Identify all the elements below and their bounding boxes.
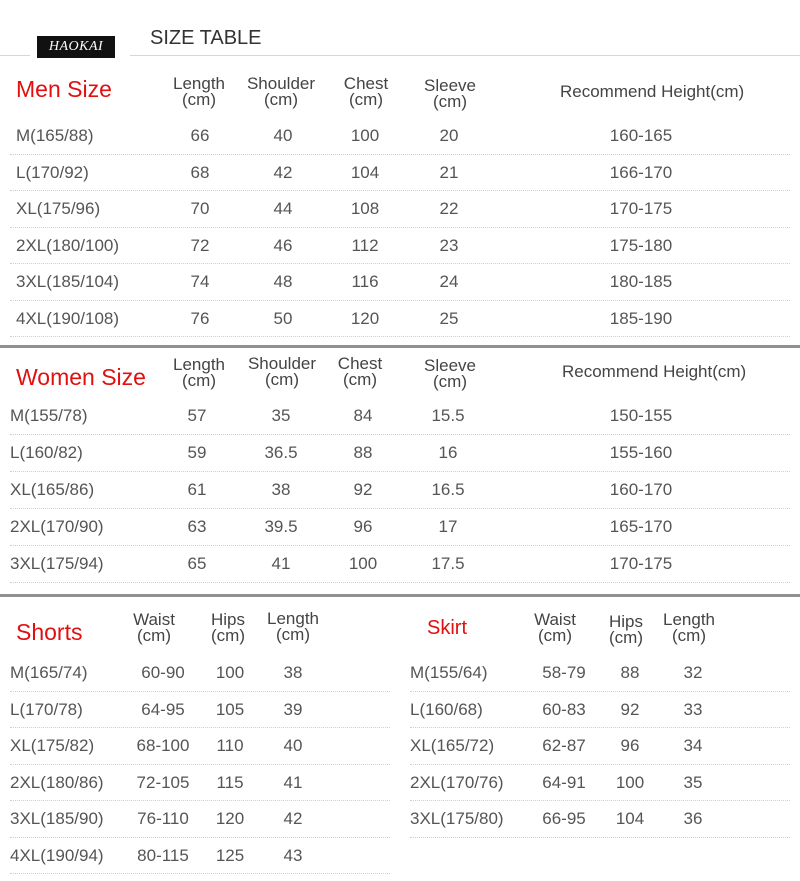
- women-table-row: [0, 546, 800, 583]
- women-header-height-label: Recommend Height(cm): [562, 362, 747, 381]
- men-header-sleeve-label: Sleeve: [424, 76, 476, 95]
- men-table-row-cell: 160-165: [609, 126, 673, 145]
- men-table-row: [0, 155, 800, 192]
- skirt-table-row-cell: 34: [683, 736, 703, 755]
- skirt-table-row-cell: 58-79: [542, 663, 586, 682]
- men-table-row-cell: 175-180: [609, 235, 673, 255]
- men-table-row-cell: 66: [190, 126, 210, 145]
- skirt-header-waist-label: Waist: [534, 610, 576, 629]
- header-line-right: [130, 55, 800, 56]
- men-table-row-cell: 120: [350, 308, 380, 328]
- men-header-sleeve-unit: (cm): [433, 92, 467, 111]
- men-table-row-cell: 21: [439, 162, 459, 182]
- women-table-row-cell: 3XL(175/94): [10, 554, 104, 573]
- shorts-table-row-cell: 120: [215, 809, 245, 828]
- shorts-header-hips-unit: (cm): [211, 626, 245, 645]
- shorts-table-row-cell: 100: [215, 663, 245, 682]
- men-table-row-cell: 2XL(180/100): [16, 235, 120, 255]
- shorts-table-row-cell: 40: [283, 736, 303, 755]
- shorts-table-row-cell: M(165/74): [10, 663, 88, 682]
- men-table-row-cell: 23: [439, 235, 459, 255]
- women-table-row-cell: 92: [353, 480, 373, 499]
- shorts-header-waist-unit: (cm): [137, 626, 171, 645]
- men-table-row-cell: M(165/88): [16, 126, 94, 145]
- skirt-table-row-cell: 35: [683, 772, 703, 792]
- row-separator: [10, 582, 790, 583]
- women-table-row-cell: 100: [348, 554, 378, 573]
- shorts-table-row: [0, 765, 400, 802]
- skirt-table-row: [400, 728, 800, 765]
- skirt-table-row-cell: 36: [683, 809, 703, 828]
- women-table-row-cell: 17.5: [431, 554, 465, 573]
- men-table-row-cell: 70: [190, 199, 210, 218]
- women-table-row: [0, 398, 800, 435]
- women-table-row-cell: 36.5: [264, 443, 298, 462]
- shorts-table-row-cell: 80-115: [137, 845, 189, 865]
- women-table-row-cell: 41: [271, 554, 291, 573]
- skirt-table-row-cell: 64-91: [542, 772, 586, 792]
- skirt-table-row: [400, 655, 800, 692]
- shorts-table-row-cell: 42: [283, 809, 303, 828]
- skirt-table-row-cell: 62-87: [542, 736, 586, 755]
- row-separator: [10, 873, 390, 874]
- shorts-header-hips: [211, 612, 245, 644]
- skirt-table-row-cell: 88: [620, 663, 640, 682]
- row-separator: [410, 837, 790, 838]
- men-table-row-cell: 25: [439, 308, 459, 328]
- men-table-row-cell: 50: [273, 308, 293, 328]
- shorts-table-row-cell: L(170/78): [10, 699, 83, 719]
- shorts-table-row: [0, 728, 400, 765]
- skirt-table-row-cell: L(160/68): [410, 699, 483, 719]
- women-table-row-cell: 160-170: [609, 480, 673, 499]
- shorts-table-row-cell: 105: [215, 699, 245, 719]
- men-table-row: [0, 191, 800, 228]
- men-table-row-cell: 4XL(190/108): [16, 308, 120, 328]
- women-table-row-cell: 16.5: [431, 480, 465, 499]
- women-table-row-cell: M(155/78): [10, 406, 88, 425]
- shorts-header-waist-label: Waist: [133, 610, 175, 629]
- men-table-row-cell: 42: [273, 162, 293, 182]
- skirt-table-row-cell: 2XL(170/76): [410, 772, 504, 792]
- skirt-table-row: [400, 692, 800, 729]
- shorts-table-row-cell: 64-95: [141, 699, 185, 719]
- skirt-header-waist-unit: (cm): [538, 626, 572, 645]
- skirt-table-row-cell: 32: [683, 663, 703, 682]
- men-table-row-cell: 104: [350, 162, 380, 182]
- women-table-row-cell: 155-160: [609, 443, 673, 462]
- shorts-table-row: [0, 692, 400, 729]
- women-table-row-cell: 35: [271, 406, 291, 425]
- women-header-length: [173, 357, 225, 389]
- skirt-table-row-cell: 104: [615, 809, 645, 828]
- men-table-row-cell: 76: [190, 308, 210, 328]
- men-header-sleeve: [424, 78, 476, 110]
- women-header-chest: [338, 356, 382, 388]
- shorts-table-row-cell: 72-105: [136, 772, 190, 792]
- shorts-table-row-cell: 41: [283, 772, 303, 792]
- shorts-table-row-cell: 110: [216, 736, 244, 755]
- shorts-table-row-cell: XL(175/82): [10, 736, 95, 755]
- shorts-table-row-cell: 39: [283, 699, 303, 719]
- men-header-chest-unit: (cm): [349, 90, 383, 109]
- women-header-height: [562, 364, 746, 380]
- women-table-row-cell: 150-155: [609, 406, 673, 425]
- shorts-header-hips-label: Hips: [210, 610, 246, 629]
- men-table-row-cell: 112: [351, 235, 379, 255]
- skirt-table-row-cell: 92: [620, 699, 640, 719]
- women-table-row-cell: 165-170: [609, 517, 673, 536]
- shorts-table-row-cell: 3XL(185/90): [10, 809, 104, 828]
- men-table-row: [0, 301, 800, 338]
- shorts-title: Shorts: [16, 619, 83, 645]
- shorts-header-length: [267, 611, 319, 643]
- women-header-length-label: Length: [173, 355, 225, 374]
- men-table-row-cell: 24: [439, 272, 459, 291]
- men-header-shoulder: [247, 76, 315, 108]
- skirt-table-row-cell: M(155/64): [410, 663, 488, 682]
- row-separator: [10, 336, 790, 337]
- men-table-row-cell: 170-175: [609, 199, 673, 218]
- shorts-header-waist: [133, 612, 175, 644]
- skirt-table-row-cell: 33: [683, 699, 703, 719]
- men-table-row-cell: 44: [273, 199, 293, 218]
- women-header-length-unit: (cm): [182, 371, 216, 390]
- skirt-header-length: [663, 612, 715, 644]
- skirt-table-row: [400, 801, 800, 838]
- men-header-chest: [344, 76, 388, 108]
- skirt-table-row-cell: 66-95: [542, 809, 586, 828]
- skirt-title: Skirt: [427, 617, 467, 639]
- women-table-row-cell: 16: [438, 443, 458, 462]
- men-table-row: [0, 228, 800, 265]
- brand-logo: HAOKAI: [37, 36, 115, 58]
- section-divider-1: [0, 345, 800, 348]
- shorts-table-row: [0, 838, 400, 875]
- women-table-row-cell: 84: [353, 406, 373, 425]
- women-table-row-cell: XL(165/86): [10, 480, 95, 499]
- women-table-row-cell: 88: [353, 443, 373, 462]
- men-table-row-cell: 116: [351, 272, 379, 291]
- men-table-row-cell: L(170/92): [16, 162, 89, 182]
- men-header-length: [173, 76, 225, 108]
- men-table-row-cell: 166-170: [609, 162, 673, 182]
- men-table-row-cell: 185-190: [609, 308, 673, 328]
- shorts-table-row-cell: 2XL(180/86): [10, 772, 104, 792]
- women-table-row-cell: 38: [271, 480, 291, 499]
- women-table-row-cell: 39.5: [264, 517, 298, 536]
- shorts-header-length-label: Length: [267, 609, 319, 628]
- skirt-table-row-cell: 3XL(175/80): [410, 809, 504, 828]
- shorts-table-row-cell: 68-100: [136, 736, 190, 755]
- men-table-row-cell: 48: [273, 272, 293, 291]
- women-table-row-cell: 57: [187, 406, 207, 425]
- women-size-title: Women Size: [16, 364, 146, 390]
- women-table-row-cell: 65: [187, 554, 207, 573]
- men-table-row-cell: 3XL(185/104): [16, 272, 120, 291]
- women-header-shoulder-unit: (cm): [265, 370, 299, 389]
- shorts-table-row-cell: 125: [215, 845, 245, 865]
- skirt-header-hips: [609, 614, 643, 646]
- women-table-row: [0, 509, 800, 546]
- women-table-row: [0, 435, 800, 472]
- header-line-left: [0, 55, 30, 56]
- skirt-table-row-cell: XL(165/72): [410, 736, 495, 755]
- women-table-row: [0, 472, 800, 509]
- women-header-chest-unit: (cm): [343, 370, 377, 389]
- women-table-row-cell: L(160/82): [10, 443, 83, 462]
- men-header-shoulder-unit: (cm): [264, 90, 298, 109]
- section-divider-2: [0, 594, 800, 597]
- men-table-row-cell: 40: [273, 126, 293, 145]
- shorts-table-row-cell: 76-110: [137, 809, 189, 828]
- skirt-header-hips-unit: (cm): [609, 628, 643, 647]
- women-header-shoulder: [248, 356, 316, 388]
- skirt-header-length-label: Length: [663, 610, 715, 629]
- men-table-row: [0, 264, 800, 301]
- skirt-table-row-cell: 100: [615, 772, 645, 792]
- shorts-table-row-cell: 43: [283, 845, 303, 865]
- women-header-chest-label: Chest: [337, 354, 383, 373]
- women-table-row-cell: 63: [187, 517, 207, 536]
- shorts-header-length-unit: (cm): [276, 625, 310, 644]
- men-header-shoulder-label: Shoulder: [246, 74, 316, 93]
- women-table-row-cell: 61: [187, 480, 207, 499]
- men-header-height-label: Recommend Height(cm): [560, 82, 745, 101]
- men-table-row-cell: 180-185: [609, 272, 673, 291]
- shorts-table-row-cell: 4XL(190/94): [10, 845, 104, 865]
- women-header-sleeve-unit: (cm): [433, 372, 467, 391]
- men-table-row-cell: 74: [190, 272, 210, 291]
- skirt-table-row: [400, 765, 800, 802]
- men-table-row-cell: 108: [350, 199, 380, 218]
- shorts-table-row: [0, 801, 400, 838]
- women-header-sleeve-label: Sleeve: [424, 356, 476, 375]
- men-header-length-unit: (cm): [182, 90, 216, 109]
- skirt-table-row-cell: 96: [620, 736, 640, 755]
- women-table-row-cell: 17: [438, 517, 458, 536]
- women-table-row-cell: 96: [353, 517, 373, 536]
- women-table-row-cell: 15.5: [431, 406, 465, 425]
- women-header-shoulder-label: Shoulder: [247, 354, 317, 373]
- women-table-row-cell: 170-175: [609, 554, 673, 573]
- men-table-row: [0, 118, 800, 155]
- women-table-row-cell: 59: [187, 443, 207, 462]
- men-table-row-cell: 20: [439, 126, 459, 145]
- page-title: SIZE TABLE: [150, 27, 262, 49]
- skirt-table-row-cell: 60-83: [542, 699, 586, 719]
- men-table-row-cell: XL(175/96): [16, 199, 101, 218]
- men-table-row-cell: 72: [190, 235, 210, 255]
- men-header-height: [560, 84, 744, 100]
- shorts-table-row: [0, 655, 400, 692]
- men-table-row-cell: 46: [273, 235, 293, 255]
- men-table-row-cell: 22: [439, 199, 459, 218]
- men-table-row-cell: 100: [350, 126, 380, 145]
- skirt-header-length-unit: (cm): [672, 626, 706, 645]
- skirt-header-waist: [534, 612, 576, 644]
- men-table-row-cell: 68: [190, 162, 210, 182]
- men-header-chest-label: Chest: [343, 74, 389, 93]
- skirt-header-hips-label: Hips: [608, 612, 644, 631]
- shorts-table-row-cell: 60-90: [141, 663, 185, 682]
- women-header-sleeve: [424, 358, 476, 390]
- women-table-row-cell: 2XL(170/90): [10, 517, 104, 536]
- men-header-length-label: Length: [173, 74, 225, 93]
- men-size-title: Men Size: [16, 76, 112, 102]
- shorts-table-row-cell: 115: [216, 772, 244, 792]
- shorts-table-row-cell: 38: [283, 663, 303, 682]
